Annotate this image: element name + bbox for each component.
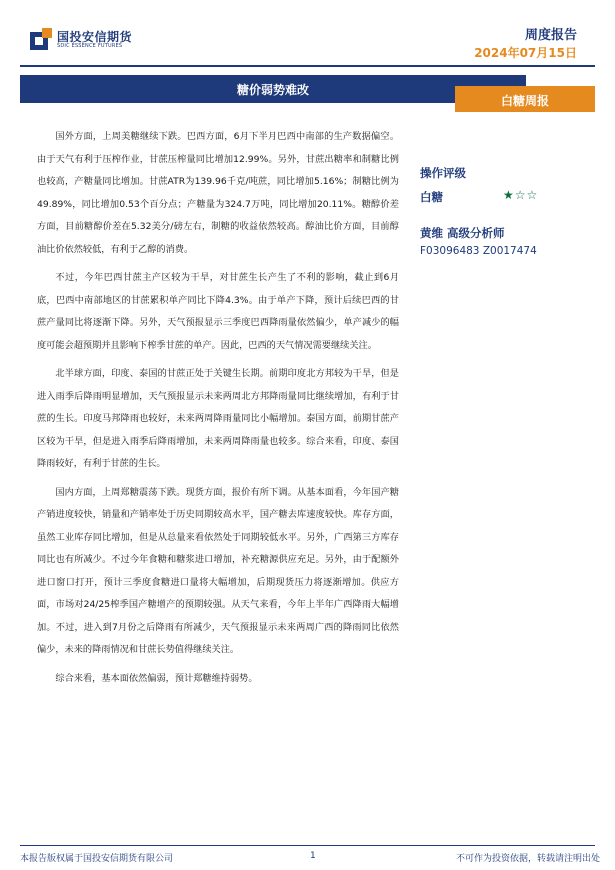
footer-copyright: 本报告版权属于国投安信期货有限公司	[20, 854, 174, 864]
paragraph-northern-hemisphere: 北半球方面，印度、泰国的甘蔗正处于关键生长期。前期印度北方邦较为干旱，但是进入雨季后降雨明显增加，天气预报显示未来两周北方邦降雨量同比继续增加，有利于甘蔗的生长。印度马邦降雨也较好，未来两周降雨量同比小幅增加。泰国方面，前期甘蔗产区较为干旱，但是进入雨季后降雨增加，未来两周降雨量也较多。综合来看，印度、泰国降雨较好，有利于甘蔗的生长。	[37, 368, 399, 469]
footer-disclaimer: 不可作为投资依据，转载请注明出处	[455, 854, 600, 864]
report-tag	[455, 86, 595, 112]
paragraph-brazil-weather: 不过，今年巴西甘蔗主产区较为干旱，对甘蔗生长产生了不利的影响，截止到6月底，巴西中南部地区的甘蔗累积单产同比下降4.3%。由于单产下降，预计后续巴西的甘蔗产量同比将逐渐下降。另外，天气预报显示三季度巴西降雨量依然偏少，单产减少的幅度可能会超预期并且影响下榨季甘蔗的单产。因此，巴西的天气情况需要继续关注。	[37, 272, 399, 351]
paragraph-conclusion: 综合来看，基本面依然偏弱，预计郑糖维持弱势。	[55, 672, 258, 684]
report-type: 周度报告	[524, 28, 577, 43]
footer-divider	[20, 845, 595, 846]
title-bar	[20, 75, 526, 103]
report-title: 糖价弱势难改	[236, 83, 309, 97]
analyst-license: F03096483 Z0017474	[420, 245, 537, 257]
page-number: 1	[310, 851, 316, 861]
report-body	[37, 126, 399, 696]
logo-mark-icon	[30, 28, 52, 50]
logo-english-name: SDIC ESSENCE FUTURES	[57, 43, 123, 49]
report-tag-label: 白糖周报	[500, 94, 549, 108]
report-date: 2024年07月15日	[474, 46, 577, 60]
side-panel	[420, 165, 580, 257]
header-divider	[20, 65, 595, 67]
paragraph-domestic: 国内方面，上周郑糖震荡下跌。现货方面，报价有所下调。从基本面看，今年国产糖产销进度较快，销量和产销率处于历史同期较高水平，国产糖去库速度较快。库存方面，虽然工业库存同比增加，但是从总量来看依然处于同期较低水平。另外，广西第三方库存同比也有所减少。不过今年食糖和糖浆进口增加，补充糖源供应充足。另外，由于配额外进口窗口打开，预计三季度食糖进口量将大幅增加，后期现货压力将逐渐增加。供应方面，市场对24/25榨季国产糖增产的预期较强。从天气来看，今年上半年广西降雨大幅增加。不过，进入到7月份之后降雨有所减少，天气预报显示未来两周广西的降雨同比依然偏少，未来的降雨情况和甘蔗长势值得继续关注。	[37, 486, 399, 655]
analyst-name: 黄维 高级分析师	[420, 226, 505, 240]
rating-stars-icon: ★☆☆	[503, 188, 539, 202]
logo-chinese-name: 国投安信期货	[57, 30, 133, 44]
rating-label: 操作评级	[420, 166, 466, 180]
paragraph-overseas: 国外方面，上周美糖继续下跌。巴西方面，6月下半月巴西中南部的生产数据偏空。由于天气有利于压榨作业，甘蔗压榨量同比增加12.99%。另外，甘蔗出糖率和制糖比例也较高，产糖量同比增加。甘蔗ATR为139.96千克/吨蔗，同比增加5.16%；制糖比例为49.89%，同比增加0.53个百分点；产糖量为324.7万吨，同比增加20.11%。糖醇价差方面，目前糖醇价差在5.32美分/磅左右，制糖的收益依然较高。醇油比价方面，目前醇油比价依然较低，有利于乙醇的消费。	[37, 131, 399, 255]
rating-row	[420, 187, 580, 207]
company-logo	[30, 26, 140, 52]
rating-product: 白糖	[420, 190, 443, 204]
